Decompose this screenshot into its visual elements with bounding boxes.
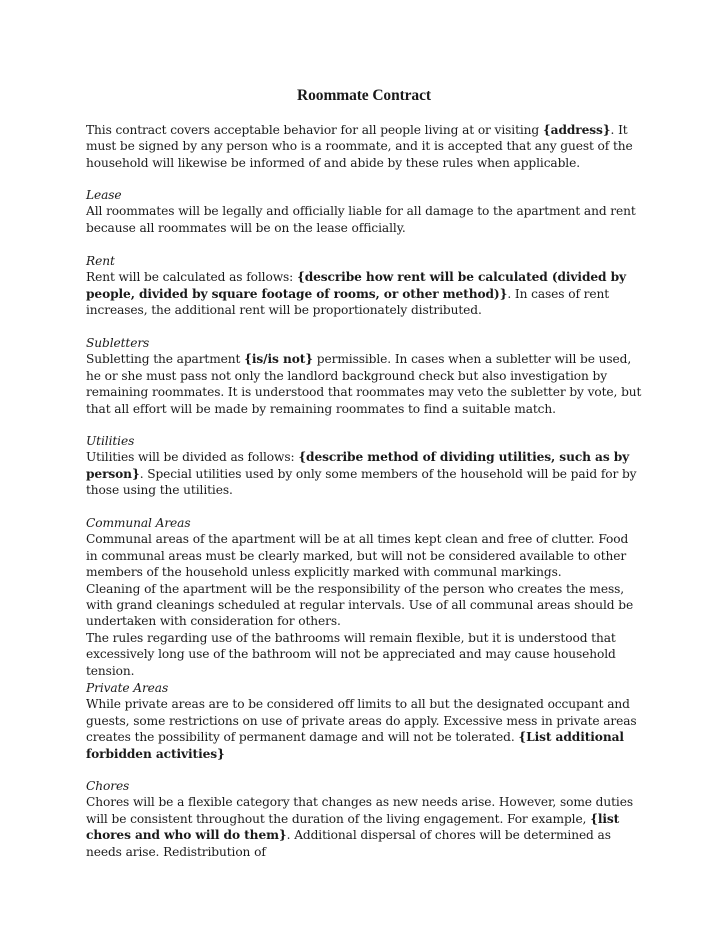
intro-paragraph — [86, 122, 642, 171]
private-text-start: While private areas are to be considered off limits to all but the designated occupant and guests, some restrictions on use of private areas do apply. Excessive mess in private areas creates the possibility of permanent damage and will not be tolerated. — [86, 697, 637, 745]
chores-placeholder: {list chores and who will do them} — [86, 811, 620, 843]
section-heading-communal-areas: Communal Areas — [86, 516, 191, 530]
subletters-placeholder: {is/is not} — [244, 352, 313, 367]
utilities-placeholder: {describe method of dividing utilities, such as by person} — [86, 450, 630, 481]
section-text-private-areas — [86, 696, 642, 762]
section-heading-utilities: Utilities — [86, 434, 135, 448]
address-placeholder: {address} — [542, 123, 611, 137]
section-heading-lease: Lease — [86, 188, 122, 202]
section-heading-rent: Rent — [86, 254, 115, 268]
rent-placeholder: {describe how rent will be calculated (divided by people, divided by square footage of rooms, or other method)} — [86, 270, 626, 301]
intro-text-start: This contract covers acceptable behavior for all people living at or visiting — [86, 123, 543, 137]
section-text-utilities — [86, 449, 642, 498]
communal-paragraph-1: Communal areas of the apartment will be at all times kept clean and free of clutter. Food in communal areas must be clearly marked, but will not be considered available to other members of the household unless explicitly marked with communal markings. — [86, 532, 629, 580]
subletters-text-end: permissible. In cases when a subletter will be used, he or she must pass not only the landlord background check but also investigation by remaining roommates. It is understood that roommates may veto the subletter by vote, but that all effort will be made by remaining roommates to find a suitable match. — [86, 352, 642, 416]
subletters-text-start: Subletting the apartment — [86, 352, 245, 367]
chores-text-end: . Additional dispersal of chores will be determined as needs arise. Redistribution of — [86, 828, 611, 859]
section-text-rent — [86, 269, 642, 318]
section-utilities — [86, 433, 642, 499]
section-heading-chores: Chores — [86, 779, 130, 793]
chores-text-start: Chores will be a flexible category that changes as new needs arise. However, some duties will be consistent throughout the duration of the living engagement. For example, — [86, 795, 633, 826]
section-heading-private-areas: Private Areas — [86, 681, 169, 695]
section-chores — [86, 778, 642, 942]
section-communal-areas — [86, 515, 642, 679]
rent-text-start: Rent will be calculated as follows: — [86, 270, 297, 285]
section-text-chores — [86, 794, 642, 860]
communal-paragraph-2: Cleaning of the apartment will be the responsibility of the person who creates the mess, with grand cleanings scheduled at regular intervals. Use of all communal areas should be undertaken with consideration for others. — [86, 581, 634, 629]
rent-text-end: . In cases of rent increases, the additional rent will be proportionately distributed. — [86, 286, 610, 318]
document-title: Roommate Contract — [297, 87, 431, 104]
utilities-text-end: . Special utilities used by only some members of the household will be paid for by those using the utilities. — [86, 466, 637, 498]
section-lease — [86, 187, 642, 236]
intro-text-end: . It must be signed by any person who is a roommate, and it is accepted that any guest of the household will likewise be informed of and abide by these rules when applicable. — [86, 123, 633, 170]
section-rent — [86, 253, 642, 319]
section-heading-subletters: Subletters — [86, 336, 150, 350]
section-text-subletters — [86, 351, 642, 417]
private-placeholder: {List additional forbidden activities} — [86, 730, 624, 761]
section-subletters — [86, 335, 642, 417]
section-private-areas — [86, 680, 642, 762]
utilities-text-start: Utilities will be divided as follows: — [86, 450, 299, 465]
communal-paragraph-3: The rules regarding use of the bathrooms will remain flexible, but it is understood that excessively long use of the bathroom will not be appreciated and may cause household tension. — [86, 630, 616, 678]
section-text-lease: All roommates will be legally and officially liable for all damage to the apartment and rent because all roommates will be on the lease officially. — [86, 204, 636, 235]
